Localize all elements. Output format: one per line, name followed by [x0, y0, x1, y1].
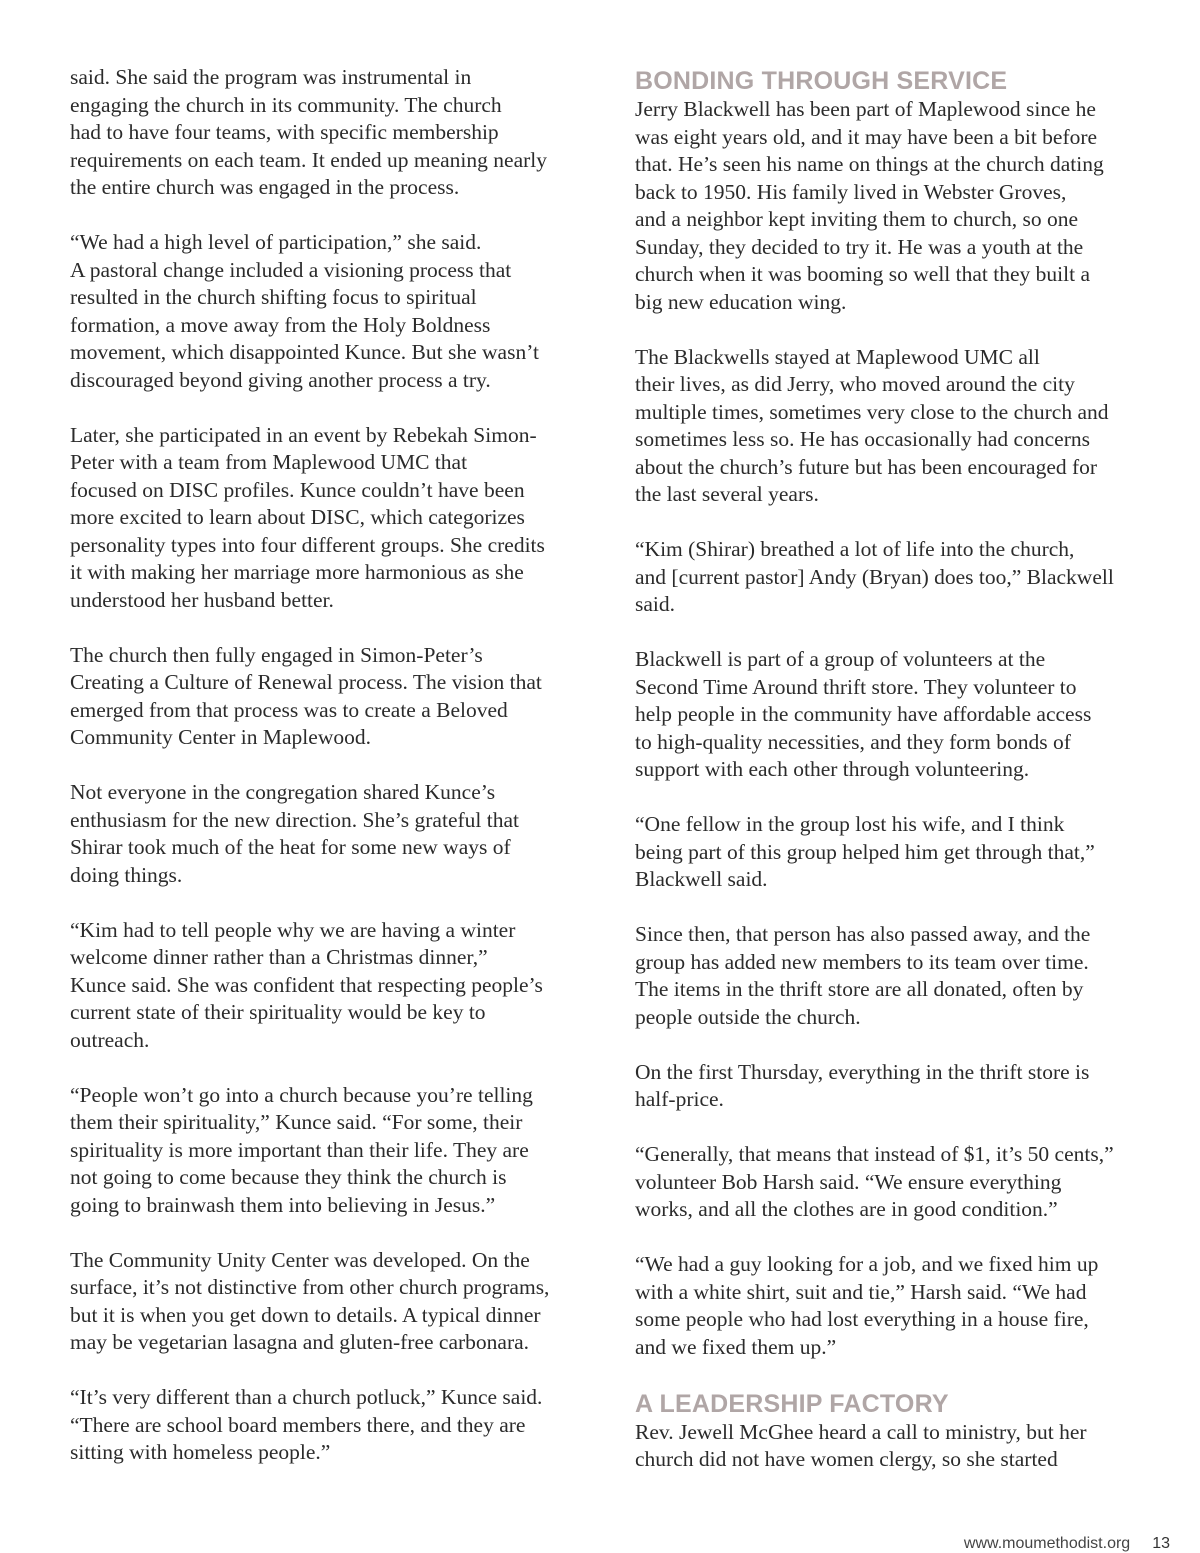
section-heading-leadership: A LEADERSHIP FACTORY — [635, 1389, 949, 1418]
body-paragraph: The Community Unity Center was developed. On the surface, it’s not distinctive from other church programs, but it is when you get down to details. A typical dinner may be vegetarian lasagna and gluten-free carbonara. — [70, 1247, 550, 1354]
body-paragraph: “It’s very different than a church potluck,” Kunce said. “There are school board members there, and they are sitting with homeless people.” — [70, 1385, 543, 1464]
body-paragraph: said. She said the program was instrumental in engaging the church in its community. The church had to have four teams, with specific membership requirements on each team. It ended up meaning nearly the entire church was engaged in the process. — [70, 65, 547, 199]
body-paragraph: Since then, that person has also passed away, and the group has added new members to its team over time. The items in the thrift store are all donated, often by people outside the church. — [635, 922, 1091, 1029]
page-number: 13 — [1152, 1535, 1170, 1552]
body-paragraph: “We had a guy looking for a job, and we fixed him up with a white shirt, suit and tie,” Harsh said. “We had some people who had lost everything in a house fire, and we fixed them up.” — [635, 1252, 1099, 1359]
section-heading-bonding: BONDING THROUGH SERVICE — [635, 67, 1008, 95]
body-paragraph: Rev. Jewell McGhee heard a call to ministry, but her church did not have women clergy, so she started — [635, 1419, 1087, 1471]
left-column — [70, 64, 570, 1494]
body-paragraph: “One fellow in the group lost his wife, and I think being part of this group helped him get through that,” Blackwell said. — [635, 812, 1095, 891]
body-paragraph: On the first Thursday, everything in the thrift store is half-price. — [635, 1059, 1090, 1111]
body-paragraph: “Kim (Shirar) breathed a lot of life into the church, and [current pastor] Andy (Bryan) does too,” Blackwell said. — [635, 537, 1114, 616]
body-paragraph: “Kim had to tell people why we are having a winter welcome dinner rather than a Christmas dinner,” Kunce said. She was confident that respecting people’s current state of their spirituality would be key to outreach. — [70, 917, 543, 1052]
body-paragraph: “We had a high level of participation,” she said. A pastoral change included a visioning process that resulted in the church shifting focus to spiritual formation, a move away from the Holy Boldness movement, which disappointed Kunce. But she wasn’t discouraged beyond giving another process a try. — [70, 230, 539, 392]
body-paragraph: Not everyone in the congregation shared Kunce’s enthusiasm for the new direction. She’s grateful that Shirar took much of the heat for some new ways of doing things. — [70, 780, 519, 887]
footer-url[interactable]: www.moumethodist.org — [963, 1535, 1131, 1552]
body-paragraph: Later, she participated in an event by Rebekah Simon- Peter with a team from Maplewood UMC that focused on DISC profiles. Kunce couldn’t have been more excited to learn about DISC, which categorizes personality types into four different groups. She credits it with making her marriage more harmonious as she understood her husband better. — [70, 422, 545, 612]
body-paragraph: “Generally, that means that instead of $1, it’s 50 cents,” volunteer Bob Harsh said. “We ensure everything works, and all the clothes are in good condition.” — [635, 1142, 1114, 1221]
page-footer — [964, 1535, 1170, 1553]
body-paragraph: The church then fully engaged in Simon-Peter’s Creating a Culture of Renewal process. The vision that emerged from that process was to create a Beloved Community Center in Maplewood. — [70, 642, 542, 749]
body-paragraph: “People won’t go into a church because you’re telling them their spirituality,” Kunce said. “For some, their spirituality is more important than their life. They are not going to come because they think the church is going to brainwash them into believing in Jesus.” — [70, 1082, 533, 1217]
body-paragraph: Jerry Blackwell has been part of Maplewood since he was eight years old, and it may have been a bit before that. He’s seen his name on things at the church dating back to 1950. His family lived in Webster Groves, and a neighbor kept inviting them to church, so one Sunday, they decided to try it. He was a youth at the church when it was booming so well that they built a big new education wing. — [635, 97, 1104, 314]
right-column — [635, 64, 1135, 1501]
body-paragraph: The Blackwells stayed at Maplewood UMC all their lives, as did Jerry, who moved around the city multiple times, sometimes very close to the church and sometimes less so. He has occasionally had concerns about the church’s future but has been encouraged for the last several years. — [635, 344, 1109, 506]
body-paragraph: Blackwell is part of a group of volunteers at the Second Time Around thrift store. They volunteer to help people in the community have affordable access to high-quality necessities, and they form bonds of support with each other through volunteering. — [635, 647, 1092, 781]
